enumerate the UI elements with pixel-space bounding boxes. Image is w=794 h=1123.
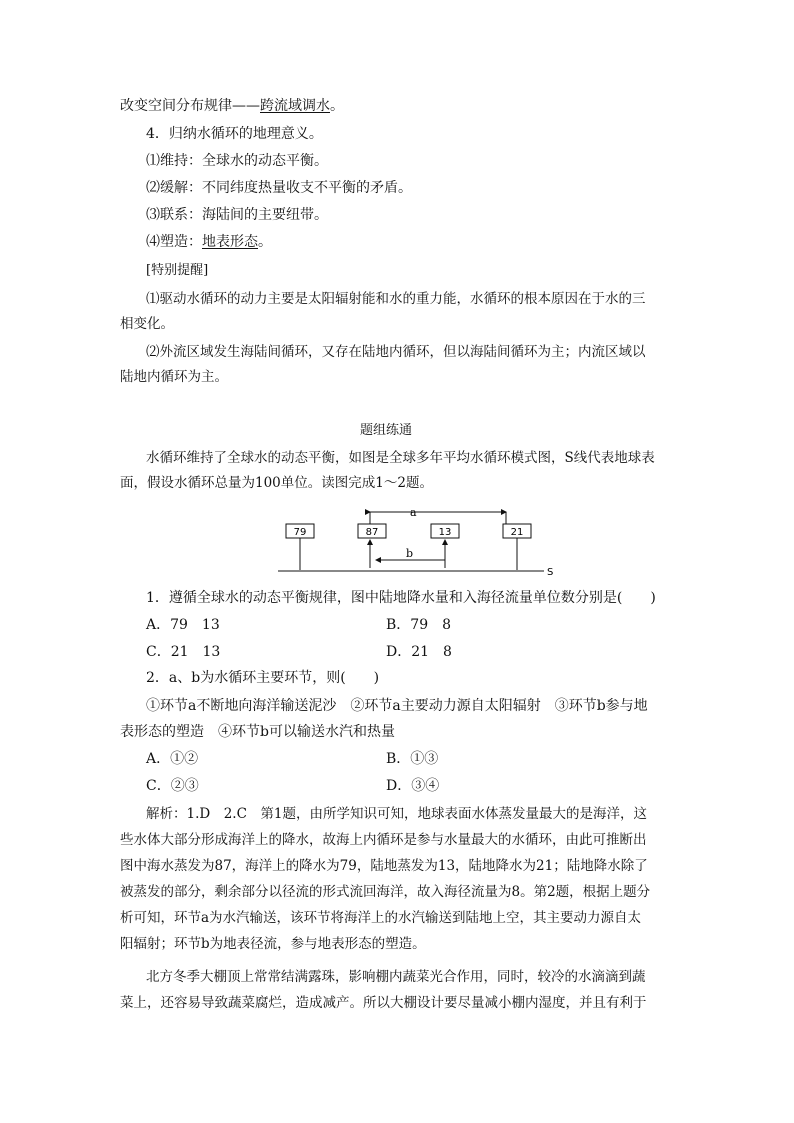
text-line: ⑶联系：海陆间的主要纽带。 — [146, 207, 328, 223]
text-line: ⑴维持：全球水的动态平衡。 — [146, 153, 328, 169]
svg-text:21: 21 — [510, 527, 524, 538]
water-cycle-diagram — [270, 502, 560, 582]
text-line: ⑷塑造：地表形态。 — [146, 234, 272, 250]
underlined-term: 地表形态 — [202, 234, 258, 250]
label-s: S — [547, 567, 554, 578]
analysis-line: 阳辐射；环节b为地表径流，参与地表形态的塑造。 — [120, 936, 426, 952]
text-line: ⑴驱动水循环的动力主要是太阳辐射能和水的重力能，水循环的根本原因在于水的三 — [146, 291, 646, 307]
analysis-line: 析可知，环节a为水汽输送，该环节将海洋上的水汽输送到陆地上空，其主要动力源自太 — [120, 910, 642, 926]
option-c: C．21 13 — [146, 644, 221, 660]
text-line: 面，假设水循环总量为100单位。读图完成1～2题。 — [120, 475, 433, 491]
analysis-line: 图中海水蒸发为87，海洋上的降水为79，陆地蒸发为13，陆地降水为21；陆地降水除了 — [120, 858, 648, 874]
question-2: 2．a、b为水循环主要环节，则( ) — [146, 670, 380, 686]
special-reminder-heading: [特别提醒] — [146, 263, 209, 278]
text-line: ⑵缓解：不同纬度热量收支不平衡的矛盾。 — [146, 180, 412, 196]
text-line: ⑵外流区域发生海陆间循环，又存在陆地内循环，但以海陆间循环为主；内流区域以 — [146, 344, 646, 360]
exercise-heading: 题组练通 — [360, 423, 413, 438]
analysis-line: 些水体大部分形成海洋上的降水，故海上内循环是参与水量最大的水循环，由此可推断出 — [120, 832, 647, 848]
text-line: 北方冬季大棚顶上常常结满露珠，影响棚内蔬菜光合作用，同时，较冷的水滴滴到蔬 — [146, 969, 646, 985]
option-c: C．②③ — [146, 778, 199, 794]
analysis-line: 解析：1.D 2.C 第1题，由所学知识可知，地球表面水体蒸发量最大的是海洋，这 — [146, 806, 648, 822]
svg-text:79: 79 — [293, 527, 307, 538]
text-line: 菜上，还容易导致蔬菜腐烂，造成减产。所以大棚设计要尽量减小棚内湿度，并且有利于 — [120, 995, 647, 1011]
label-b: b — [406, 547, 414, 560]
section-heading: 4．归纳水循环的地理意义。 — [146, 126, 323, 142]
option-b: B．79 8 — [386, 617, 452, 633]
option-a: A．①② — [146, 751, 199, 767]
option-d: D．③④ — [386, 778, 440, 794]
svg-text:13: 13 — [438, 527, 452, 538]
label-a: a — [410, 506, 417, 519]
text-line: 改变空间分布规律——跨流域调水。 — [120, 98, 344, 114]
svg-text:87: 87 — [365, 527, 379, 538]
text-line: 陆地内循环为主。 — [120, 369, 228, 385]
text-line: 相变化。 — [120, 316, 174, 332]
question-1: 1．遵循全球水的动态平衡规律，图中陆地降水量和入海径流量单位数分别是( ) — [146, 590, 656, 606]
underlined-term: 跨流域调水 — [260, 98, 330, 114]
option-a: A．79 13 — [146, 617, 220, 633]
text-line: 水循环维持了全球水的动态平衡，如图是全球多年平均水循环模式图，S线代表地球表 — [146, 450, 655, 466]
option-b: B．①③ — [386, 751, 439, 767]
option-d: D．21 8 — [386, 644, 452, 660]
text-line: ①环节a不断地向海洋输送泥沙 ②环节a主要动力源自太阳辐射 ③环节b参与地 — [146, 698, 648, 714]
analysis-line: 被蒸发的部分，剩余部分以径流的形式流回海洋，故入海径流量为8。第2题，根据上题分 — [120, 884, 651, 900]
text-line: 表形态的塑造 ④环节b可以输送水汽和热量 — [120, 724, 395, 740]
